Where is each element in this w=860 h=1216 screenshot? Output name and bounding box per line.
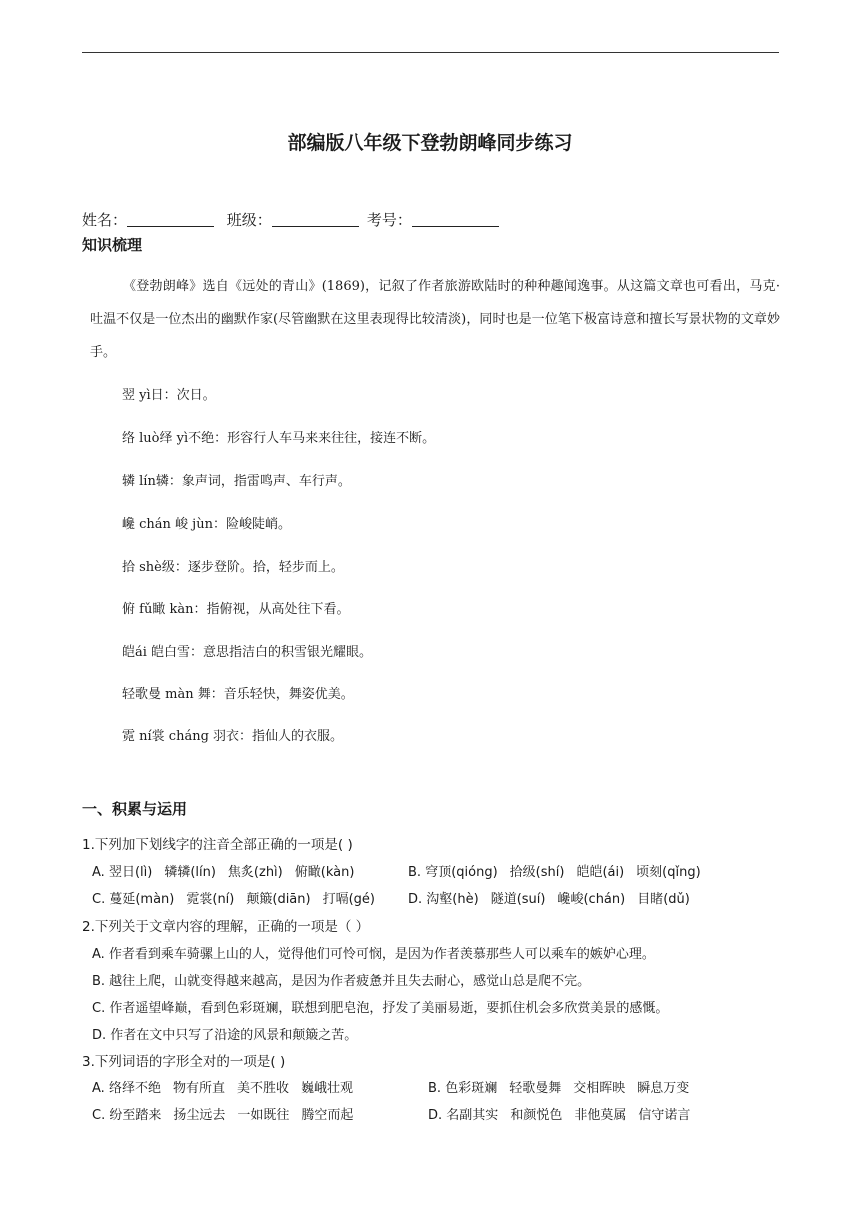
top-rule: [82, 52, 779, 53]
name-label: 姓名：: [82, 211, 128, 229]
name-blank[interactable]: [127, 212, 214, 227]
vocab-item: 拾 shè级：逐步登阶。拾，轻步而上。: [122, 560, 344, 575]
question-1-stem: 1.下列加下划线字的注音全部正确的一项是( ): [82, 837, 353, 853]
question-2-stem: 2.下列关于文章内容的理解，正确的一项是（ ）: [82, 919, 370, 935]
vocab-item: 巉 chán 峻 jùn：险峻陡峭。: [122, 517, 291, 532]
section-heading-knowledge: 知识梳理: [82, 236, 143, 254]
section-heading-accumulation: 一、积累与运用: [82, 800, 188, 818]
exam-blank[interactable]: [412, 212, 499, 227]
vocab-item: 轻歌曼 màn 舞：音乐轻快，舞姿优美。: [122, 687, 354, 702]
question-3-stem: 3.下列词语的字形全对的一项是( ): [82, 1054, 286, 1070]
q1-option-c[interactable]: C. 蔓延(màn) 霓裳(ní) 颠簸(diān) 打嗝(gé): [92, 892, 375, 907]
q3-option-d[interactable]: D. 名副其实 和颜悦色 非他莫属 信守诺言: [428, 1108, 691, 1123]
vocab-item: 辚 lín辚：象声词，指雷鸣声、车行声。: [122, 474, 351, 489]
class-label: 班级：: [226, 211, 272, 229]
q1-option-d[interactable]: D. 沟壑(hè) 隧道(suí) 巉峻(chán) 目睹(dǔ): [408, 892, 690, 907]
q3-option-c[interactable]: C. 纷至踏来 扬尘远去 一如既往 腾空而起: [92, 1108, 354, 1123]
q1-option-b[interactable]: B. 穹顶(qióng) 拾级(shí) 皑皑(ái) 顷刻(qǐng): [408, 865, 701, 880]
vocab-item: 皑ái 皑白雪：意思指洁白的积雪银光耀眼。: [122, 645, 373, 660]
intro-paragraph: 《登勃朗峰》选自《远处的青山》(1869)，记叙了作者旅游欧陆时的种种趣闻逸事。从这篇文章也可看出，马克·吐温不仅是一位杰出的幽默作家(尽管幽默在这里表现得比较清淡)，同时也是一位笔下极富诗意和擅长写景状物的文章妙手。: [90, 279, 780, 360]
q2-option-b[interactable]: B. 越往上爬，山就变得越来越高，是因为作者疲惫并且失去耐心，感觉山总是爬不完。: [92, 974, 591, 989]
q2-option-d[interactable]: D. 作者在文中只写了沿途的风景和颠簸之苦。: [92, 1028, 358, 1043]
q3-option-a[interactable]: A. 络绎不绝 物有所直 美不胜收 巍峨壮观: [92, 1081, 353, 1096]
vocab-item: 俯 fǔ瞰 kàn：指俯视，从高处往下看。: [122, 602, 350, 617]
q3-option-b[interactable]: B. 色彩斑斓 轻歌曼舞 交相晖映 瞬息万变: [428, 1081, 690, 1096]
q2-option-c[interactable]: C. 作者遥望峰巅，看到色彩斑斓，联想到肥皂泡，抒发了美丽易逝，要抓住机会多欣赏美景的感慨。: [92, 1001, 669, 1016]
student-info-line: [82, 209, 507, 230]
page-title: 部编版八年级下登勃朗峰同步练习: [287, 132, 573, 154]
vocab-item: 络 luò绎 yì不绝：形容行人车马来来往往，接连不断。: [122, 431, 436, 446]
q1-option-a[interactable]: A. 翌日(lì) 辚辚(lín) 焦炙(zhì) 俯瞰(kàn): [92, 865, 355, 880]
vocab-item: 霓 ní裳 cháng 羽衣：指仙人的衣服。: [122, 729, 344, 744]
vocab-item: 翌 yì日：次日。: [122, 388, 216, 403]
class-blank[interactable]: [272, 212, 359, 227]
exam-label: 考号：: [366, 211, 412, 229]
q2-option-a[interactable]: A. 作者看到乘车骑骡上山的人，觉得他们可怜可悯，是因为作者羡慕那些人可以乘车的嫉妒心理。: [92, 947, 655, 962]
